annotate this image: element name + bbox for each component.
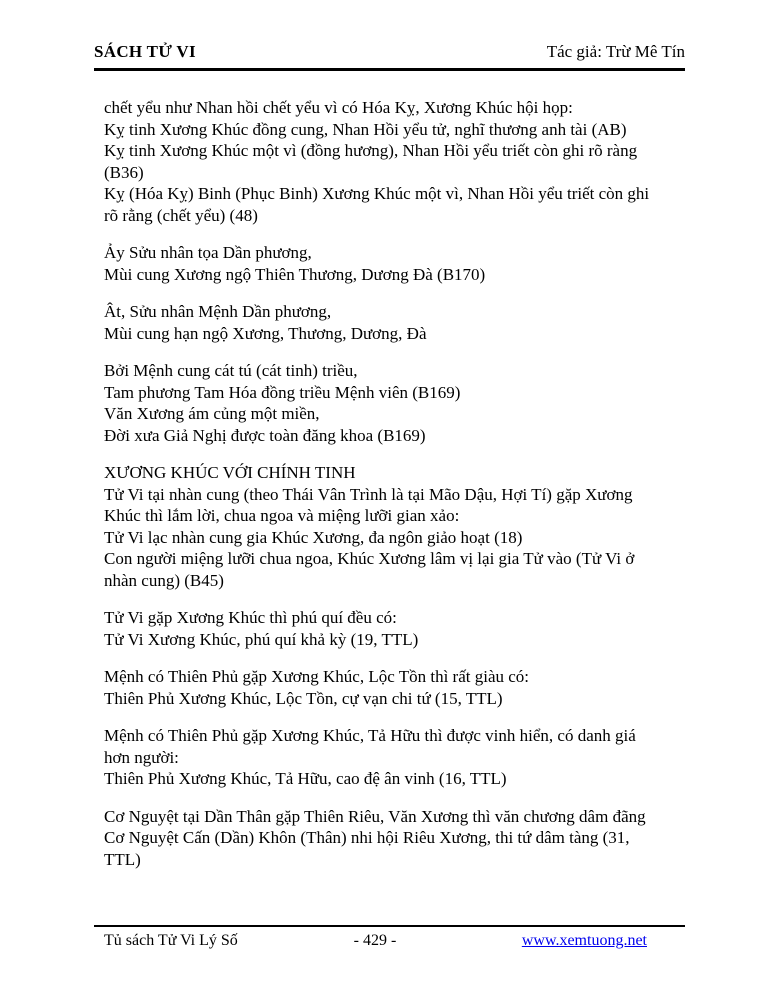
footer-rule <box>94 925 685 927</box>
header-book-title: SÁCH TỬ VI <box>94 42 196 61</box>
text-line: (B36) <box>104 162 144 182</box>
text-line: Ảy Sửu nhân tọa Dần phương, <box>104 243 312 262</box>
text-line: Cơ Nguyệt tại Dần Thân gặp Thiên Riêu, Văn Xương thì văn chương dâm đãng <box>104 806 646 826</box>
text-line: Thiên Phủ Xương Khúc, Tả Hữu, cao đệ ân vinh (16, TTL) <box>104 769 507 788</box>
text-line: Bởi Mệnh cung cát tú (cát tinh) triều, <box>104 361 358 380</box>
body-text <box>104 97 689 886</box>
text-line: Kỵ (Hóa Kỵ) Binh (Phục Binh) Xương Khúc một vì, Nhan Hồi yểu triết còn ghi <box>104 184 650 203</box>
text-line: Cơ Nguyệt Cấn (Dần) Khôn (Thân) nhi hội Riêu Xương, thi tứ dâm tàng (31, <box>104 828 630 847</box>
paragraph <box>104 725 689 790</box>
text-line: Kỵ tinh Xương Khúc đồng cung, Nhan Hồi yểu tử, nghĩ thương anh tài (AB) <box>104 119 627 139</box>
text-line: XƯƠNG KHÚC VỚI CHÍNH TINH <box>104 463 356 482</box>
text-line: TTL) <box>104 849 141 869</box>
page-footer <box>0 930 765 954</box>
footer-page-number: - 429 - <box>353 932 397 949</box>
text-line: chết yểu như Nhan hồi chết yểu vì có Hóa Kỵ, Xương Khúc hội họp: <box>104 98 573 117</box>
footer-series-title: Tủ sách Tử Vi Lý Số <box>104 932 238 949</box>
text-line: Kỵ tinh Xương Khúc một vì (đồng hương), Nhan Hồi yểu triết còn ghi rõ ràng <box>104 141 638 160</box>
text-line: Tử Vi gặp Xương Khúc thì phú quí đều có: <box>104 608 397 627</box>
paragraph <box>104 462 689 591</box>
text-line: Văn Xương ám củng một miền, <box>104 404 320 423</box>
paragraph <box>104 97 689 226</box>
text-line: Đời xưa Giả Nghị được toàn đăng khoa (B169) <box>104 425 426 445</box>
text-line: Mệnh có Thiên Phủ gặp Xương Khúc, Lộc Tồn thì rất giàu có: <box>104 667 530 686</box>
header-author: Tác giả: Trừ Mê Tín <box>546 42 685 61</box>
paragraph <box>104 806 689 871</box>
text-line: Tam phương Tam Hóa đồng triều Mệnh viên (B169) <box>104 382 461 402</box>
text-line: Ât, Sửu nhân Mệnh Dần phương, <box>104 302 332 321</box>
text-line: Con người miệng lưỡi chua ngoa, Khúc Xương lâm vị lại gia Tử vào (Tử Vi ở <box>104 549 635 568</box>
footer-website-link[interactable]: www.xemtuong.net <box>521 932 647 949</box>
text-line: Tử Vi tại nhàn cung (theo Thái Vân Trình là tại Mão Dậu, Hợi Tí) gặp Xương <box>104 484 633 504</box>
text-line: Mệnh có Thiên Phủ gặp Xương Khúc, Tả Hữu thì được vinh hiển, có danh giá <box>104 726 636 745</box>
paragraph <box>104 607 689 650</box>
text-line: Tử Vi Xương Khúc, phú quí khả kỳ (19, TTL) <box>104 629 419 649</box>
text-line: Thiên Phủ Xương Khúc, Lộc Tồn, cự vạn chi tứ (15, TTL) <box>104 688 503 708</box>
page-header <box>94 42 685 62</box>
text-line: Mùi cung hạn ngộ Xương, Thương, Dương, Đà <box>104 323 427 343</box>
header-rule <box>94 68 685 71</box>
paragraph <box>104 301 689 344</box>
paragraph <box>104 242 689 285</box>
text-line: Mùi cung Xương ngộ Thiên Thương, Dương Đà (B170) <box>104 264 486 284</box>
text-line: nhàn cung) (B45) <box>104 570 224 590</box>
text-line: Khúc thì lắm lời, chua ngoa và miệng lưỡi gian xảo: <box>104 506 460 525</box>
text-line: hơn người: <box>104 747 179 767</box>
text-line: Tử Vi lạc nhàn cung gia Khúc Xương, đa ngôn giảo hoạt (18) <box>104 527 523 547</box>
paragraph <box>104 666 689 709</box>
text-line: rõ rằng (chết yểu) (48) <box>104 205 258 225</box>
paragraph <box>104 360 689 446</box>
